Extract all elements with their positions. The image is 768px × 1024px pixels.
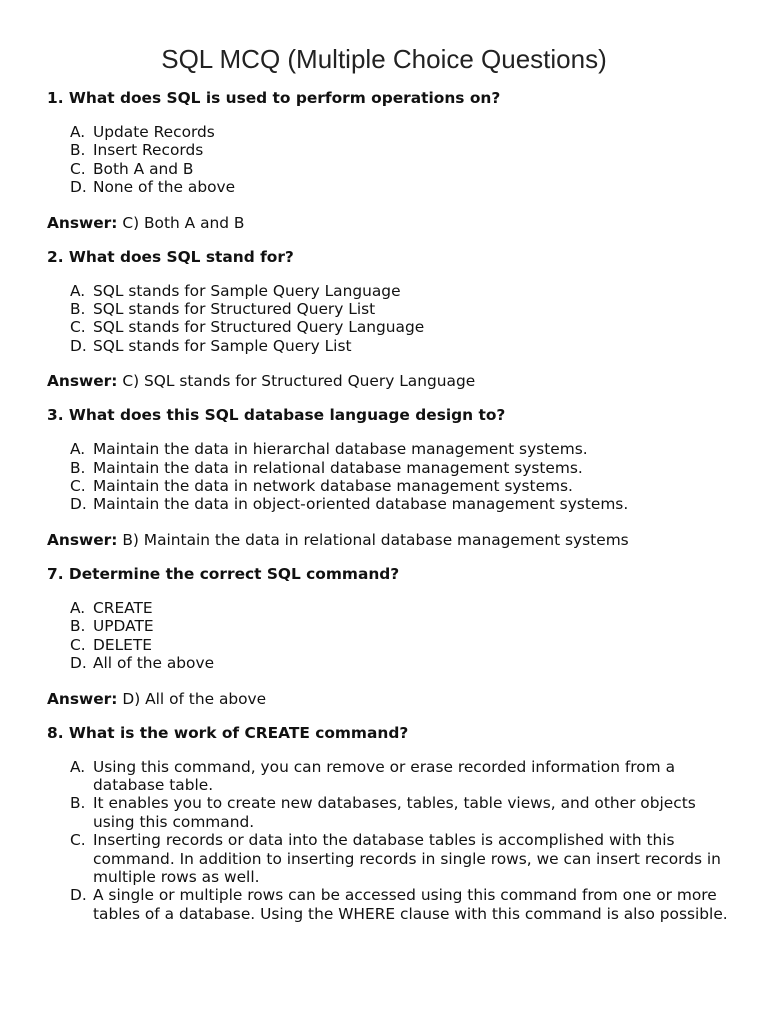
option-item: [70, 178, 737, 196]
option-letter: B.: [70, 458, 86, 477]
question-block: [47, 88, 737, 233]
page-title: SQL MCQ (Multiple Choice Questions): [161, 44, 607, 74]
question-block: [47, 723, 737, 924]
option-item: [70, 477, 737, 495]
option-text: Both A and B: [93, 159, 194, 178]
option-item: [70, 495, 737, 513]
option-list: [47, 758, 737, 924]
answer-text: C) Both A and B: [122, 213, 245, 232]
option-text: SQL stands for Structured Query Language: [93, 318, 425, 337]
option-list: [47, 440, 737, 514]
option-text: Insert Records: [93, 141, 204, 160]
option-item: [70, 617, 737, 635]
option-item: [70, 123, 737, 141]
question-text: 7. Determine the correct SQL command?: [47, 564, 400, 583]
option-text: Maintain the data in object-oriented database management systems.: [93, 495, 629, 514]
option-letter: A.: [70, 123, 86, 141]
option-letter: D.: [70, 495, 87, 514]
option-item: [70, 459, 737, 477]
option-text: A single or multiple rows can be accessed using this command from one or more tables of a database. Using the WHERE clause with this command is also possible.: [93, 886, 728, 923]
option-letter: B.: [70, 141, 86, 160]
answer-label: Answer:: [47, 689, 118, 708]
answer-label: Answer:: [47, 213, 118, 232]
option-text: Maintain the data in relational database management systems.: [93, 458, 583, 477]
option-text: All of the above: [93, 654, 215, 673]
answer-label: Answer:: [47, 372, 118, 391]
question-text: 3. What does this SQL database language design to?: [47, 406, 506, 425]
option-letter: B.: [70, 794, 86, 813]
answer-text: D) All of the above: [122, 689, 267, 708]
option-letter: A.: [70, 440, 86, 459]
option-item: [70, 599, 737, 617]
option-text: Using this command, you can remove or erase recorded information from a database table.: [93, 757, 675, 794]
question-text: 2. What does SQL stand for?: [47, 247, 294, 266]
option-letter: B.: [70, 617, 86, 636]
option-item: [70, 337, 737, 355]
option-item: [70, 141, 737, 159]
option-item: [70, 831, 737, 886]
option-text: SQL stands for Sample Query Language: [93, 281, 401, 300]
option-letter: C.: [70, 635, 86, 654]
option-text: Update Records: [93, 123, 215, 141]
option-letter: D.: [70, 178, 87, 197]
option-letter: C.: [70, 318, 86, 337]
answer-label: Answer:: [47, 530, 118, 549]
option-item: [70, 440, 737, 458]
answer-line: [47, 530, 737, 550]
answer-text: B) Maintain the data in relational database management systems: [122, 530, 629, 549]
option-letter: D.: [70, 886, 87, 905]
answer-text: C) SQL stands for Structured Query Language: [122, 372, 476, 391]
question-block: [47, 405, 737, 550]
option-letter: C.: [70, 831, 86, 850]
option-text: CREATE: [93, 598, 153, 617]
question-block: [47, 247, 737, 392]
option-item: [70, 636, 737, 654]
option-letter: C.: [70, 159, 86, 178]
answer-line: [47, 371, 737, 391]
option-list: [47, 599, 737, 673]
option-text: Maintain the data in network database management systems.: [93, 477, 573, 496]
option-list: [47, 282, 737, 356]
option-item: [70, 160, 737, 178]
option-letter: B.: [70, 300, 86, 319]
option-text: SQL stands for Structured Query List: [93, 300, 376, 319]
option-item: [70, 758, 737, 795]
option-text: Inserting records or data into the database tables is accomplished with this command. In addition to inserting records in single rows, we can insert records in multiple rows as well.: [93, 831, 721, 886]
question-block: [47, 564, 737, 709]
option-item: [70, 886, 737, 923]
option-text: It enables you to create new databases, tables, table views, and other objects using this command.: [93, 794, 696, 831]
option-text: None of the above: [93, 178, 236, 197]
option-text: Maintain the data in hierarchal database management systems.: [93, 440, 588, 459]
answer-line: [47, 689, 737, 709]
option-item: [70, 318, 737, 336]
option-letter: A.: [70, 757, 86, 776]
option-letter: D.: [70, 654, 87, 673]
question-text: 1. What does SQL is used to perform operations on?: [47, 89, 501, 107]
question-list: [47, 88, 737, 923]
question-text: 8. What is the work of CREATE command?: [47, 723, 409, 742]
option-letter: C.: [70, 477, 86, 496]
option-letter: A.: [70, 281, 86, 300]
option-letter: A.: [70, 598, 86, 617]
option-item: [70, 654, 737, 672]
option-text: DELETE: [93, 635, 152, 654]
option-text: UPDATE: [93, 617, 154, 636]
option-item: [70, 794, 737, 831]
option-item: [70, 282, 737, 300]
option-letter: D.: [70, 336, 87, 355]
option-item: [70, 300, 737, 318]
option-list: [47, 123, 737, 197]
option-text: SQL stands for Sample Query List: [93, 336, 352, 355]
answer-line: [47, 213, 737, 233]
